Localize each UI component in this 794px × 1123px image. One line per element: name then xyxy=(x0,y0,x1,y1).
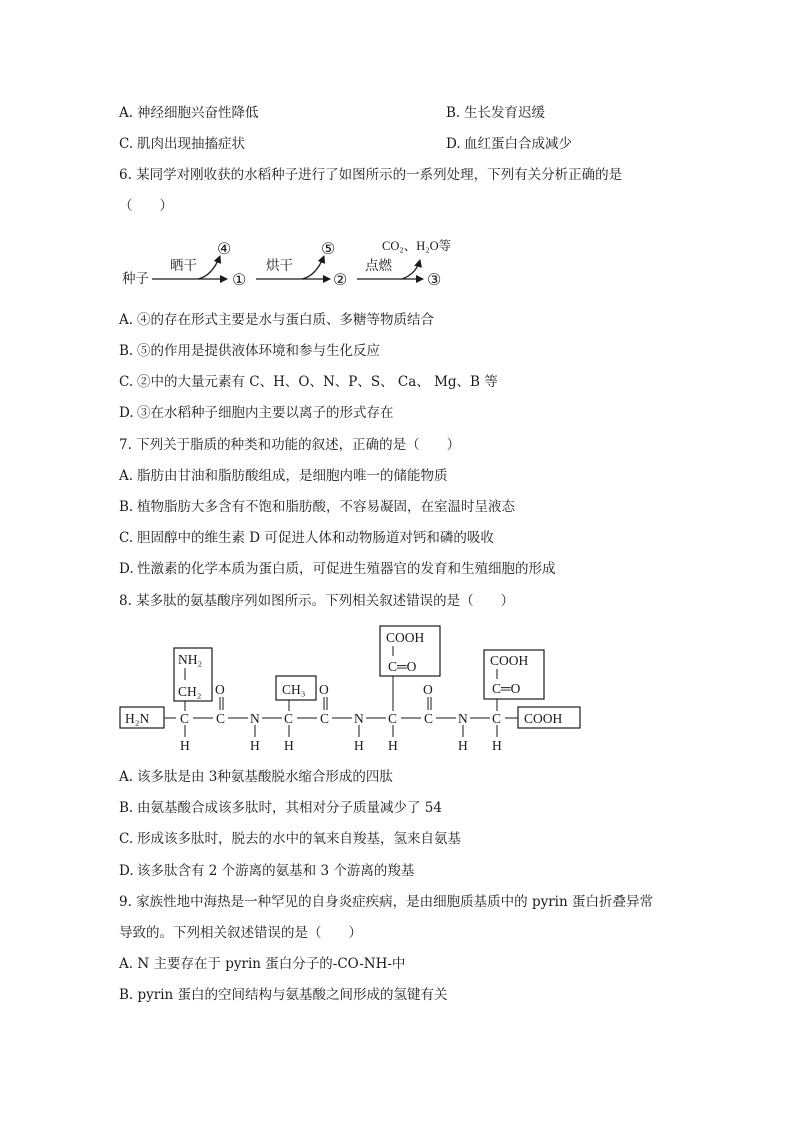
option-label: B. xyxy=(119,343,134,359)
option-text: ②中的大量元素有 C、H、O、N、P、S、 Ca、 Mg、B 等 xyxy=(137,374,498,390)
option-text: 由氨基酸合成该多肽时，其相对分子质量减少了 54 xyxy=(137,800,442,816)
label-5: ⑤ xyxy=(321,241,336,258)
q7-option-c[interactable] xyxy=(119,529,494,547)
option-label: B. xyxy=(119,987,134,1003)
cooh-terminal-label: COOH xyxy=(524,711,563,726)
alpha-c-3: C xyxy=(388,711,398,726)
alpha-h-3: H xyxy=(388,738,398,753)
alpha-c-4: C xyxy=(492,711,502,726)
step-oven-dry: 烘干 xyxy=(266,258,293,273)
q9-stem-line-1: 9. 家族性地中海热是一种罕见的自身炎症疾病，是由细胞质基质中的 pyrin 蛋白折叠异常 xyxy=(119,894,653,910)
nh2-label: NH₂ xyxy=(178,652,203,667)
amide-n-3: N xyxy=(458,711,468,726)
amide-h-1: H xyxy=(250,738,260,753)
option-label: A. xyxy=(119,769,134,785)
q6-option-b[interactable] xyxy=(119,342,380,360)
option-label: C. xyxy=(119,831,134,847)
q6-option-d[interactable] xyxy=(119,404,394,422)
q6-flow-diagram xyxy=(120,236,480,294)
q8-option-b[interactable] xyxy=(119,799,442,817)
option-text: 性激素的化学本质为蛋白质，可促进生殖器官的发育和生殖细胞的形成 xyxy=(137,561,556,577)
q5-option-d[interactable] xyxy=(446,135,572,153)
q7-option-a[interactable] xyxy=(119,467,448,485)
option-text: 植物脂肪大多含有不饱和脂肪酸，不容易凝固，在室温时呈液态 xyxy=(137,499,515,515)
alpha-c-1: C xyxy=(180,711,190,726)
label-1: ① xyxy=(232,272,247,289)
option-label: D. xyxy=(119,561,134,577)
q9-option-a[interactable] xyxy=(119,955,405,973)
amide-h-3: H xyxy=(458,738,468,753)
alpha-c-2: C xyxy=(284,711,294,726)
peptide-structure-diagram xyxy=(118,624,588,754)
option-label: A. xyxy=(119,105,134,121)
option-text: 该多肽含有 2 个游离的氨基和 3 个游离的羧基 xyxy=(137,863,415,879)
branch-arrow-2 xyxy=(302,256,324,279)
q8-stem: 8. 某多肽的氨基酸序列如图所示。下列相关叙述错误的是（ ） xyxy=(119,593,515,609)
carbonyl-o-3: O xyxy=(423,682,433,697)
alpha-h-2: H xyxy=(284,738,294,753)
h2n-label: H₂N xyxy=(125,711,150,726)
option-label: C. xyxy=(119,530,134,546)
cooh-label-r4: COOH xyxy=(490,653,529,668)
q8-option-d[interactable] xyxy=(119,862,414,880)
step-ignite: 点燃 xyxy=(365,258,392,273)
option-text: 胆固醇中的维生素 D 可促进人体和动物肠道对钙和磷的吸收 xyxy=(137,530,494,546)
c-double-o-label-r4: C═O xyxy=(492,681,521,696)
option-text: ③在水稻种子细胞内主要以离子的形式存在 xyxy=(137,405,394,421)
option-text: 肌肉出现抽搐症状 xyxy=(137,136,245,152)
carbonyl-o-1: O xyxy=(215,682,225,697)
option-text: pyrin 蛋白的空间结构与氨基酸之间形成的氢键有关 xyxy=(137,987,448,1003)
q7-stem: 7. 下列关于脂质的种类和功能的叙述，正确的是（ ） xyxy=(119,437,461,453)
option-text: 该多肽是由 3种氨基酸脱水缩合形成的四肽 xyxy=(137,769,393,785)
amide-n-1: N xyxy=(250,711,260,726)
carbonyl-c-1: C xyxy=(216,711,226,726)
carbonyl-c-2: C xyxy=(320,711,330,726)
carbonyl-c-3: C xyxy=(424,711,434,726)
alpha-h-4: H xyxy=(492,738,502,753)
q5-option-b[interactable] xyxy=(446,104,545,122)
option-text: 脂肪由甘油和脂肪酸组成，是细胞内唯一的储能物质 xyxy=(137,468,448,484)
option-label: A. xyxy=(119,468,134,484)
q5-option-a[interactable] xyxy=(119,104,259,122)
label-3: ③ xyxy=(427,272,442,289)
branch-arrow-1 xyxy=(198,256,220,279)
option-label: B. xyxy=(119,800,134,816)
amide-n-2: N xyxy=(354,711,364,726)
q6-stem: 6. 某同学对刚收获的水稻种子进行了如图所示的一系列处理，下列有关分析正确的是 xyxy=(119,167,623,183)
option-label: A. xyxy=(119,956,134,972)
option-label: D. xyxy=(119,405,134,421)
branch-arrow-3 xyxy=(402,260,420,279)
q5-option-c[interactable] xyxy=(119,135,245,153)
option-label: A. xyxy=(119,312,134,328)
q6-option-a[interactable] xyxy=(119,311,434,329)
option-label: C. xyxy=(119,136,134,152)
label-4: ④ xyxy=(217,241,232,258)
label-2: ② xyxy=(333,272,348,289)
step-sun-dry: 晒干 xyxy=(170,258,197,273)
c-double-o-label-r3: C═O xyxy=(388,659,417,674)
option-label: B. xyxy=(119,499,134,515)
carbonyl-o-2: O xyxy=(319,682,329,697)
option-text: ④的存在形式主要是水与蛋白质、多糖等物质结合 xyxy=(137,312,434,328)
ch3-label: CH₃ xyxy=(282,682,306,697)
option-text: 形成该多肽时，脱去的水中的氧来自羧基，氢来自氨基 xyxy=(137,831,461,847)
q9-option-b[interactable] xyxy=(119,986,448,1004)
alpha-h-1: H xyxy=(180,738,190,753)
q6-answer-paren: （ ） xyxy=(119,198,173,214)
q9-stem-line-2: 导致的。下列相关叙述错误的是（ ） xyxy=(119,925,362,941)
q7-option-d[interactable] xyxy=(119,560,556,578)
option-label: D. xyxy=(446,136,461,152)
amide-h-2: H xyxy=(354,738,364,753)
option-text: 生长发育迟缓 xyxy=(464,105,545,121)
option-text: ⑤的作用是提供液体环境和参与生化反应 xyxy=(137,343,380,359)
option-text: 神经细胞兴奋性降低 xyxy=(137,105,259,121)
ch2-label: CH₂ xyxy=(178,684,202,699)
q6-option-c[interactable] xyxy=(119,373,498,391)
q7-option-b[interactable] xyxy=(119,498,515,516)
cooh-label-r3: COOH xyxy=(386,630,425,645)
option-label: D. xyxy=(119,863,134,879)
q8-option-a[interactable] xyxy=(119,768,393,786)
option-label: C. xyxy=(119,374,134,390)
q8-option-c[interactable] xyxy=(119,830,461,848)
option-text: N 主要存在于 pyrin 蛋白分子的-CO-NH-中 xyxy=(137,956,406,972)
products-label: CO₂、H₂O等 xyxy=(382,239,452,253)
seed-label: 种子 xyxy=(122,271,149,286)
option-label: B. xyxy=(446,105,461,121)
option-text: 血红蛋白合成减少 xyxy=(464,136,572,152)
